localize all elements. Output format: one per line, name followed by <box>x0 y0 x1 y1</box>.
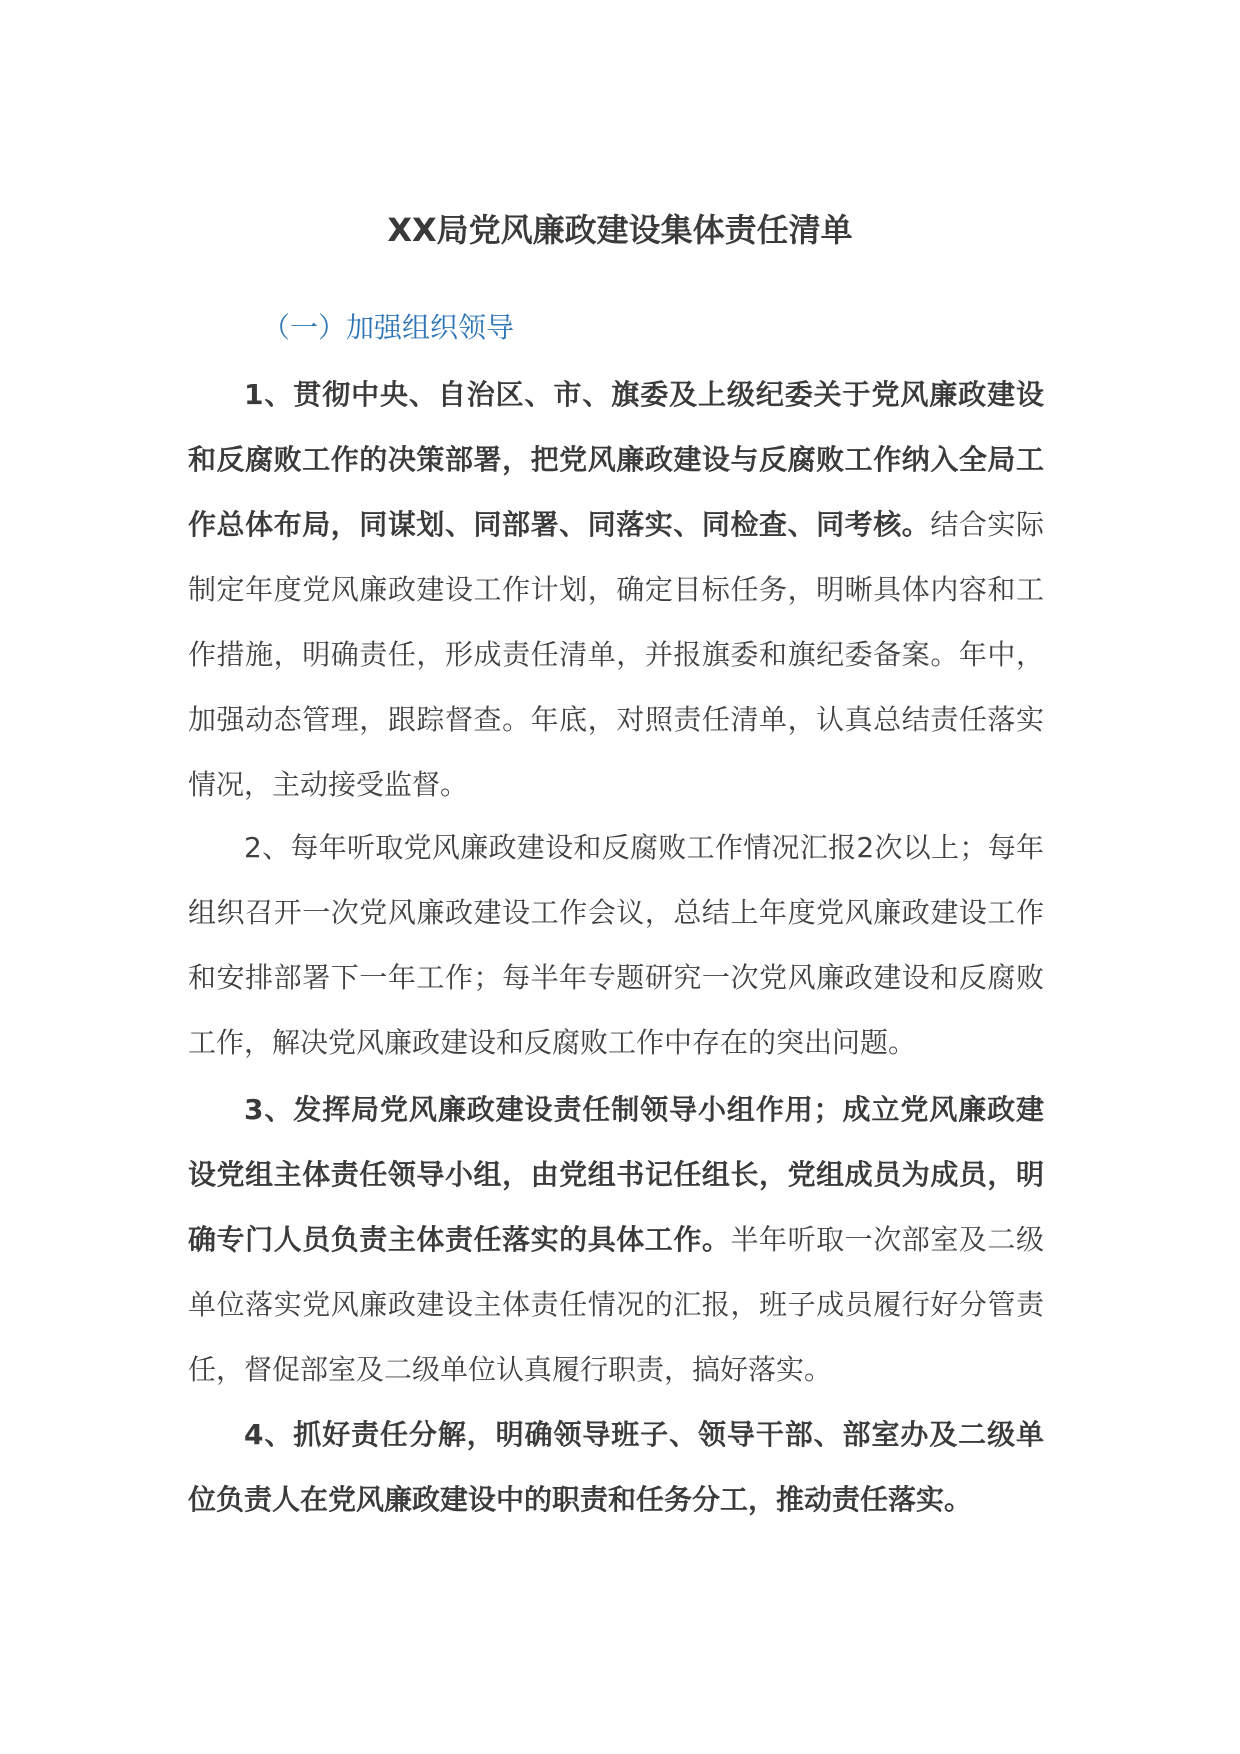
paragraph-3 <box>188 1077 1044 1402</box>
paragraph-3-bold: 3、发挥局党风廉政建设责任制领导小组作用；成立党风廉政建设党组主体责任领导小组，由党组书记任组长，党组成员为成员，明确专门人员负责主体责任落实的具体工作。 <box>188 1093 1044 1256</box>
paragraph-4 <box>188 1402 1044 1532</box>
document-title: XX局党风廉政建设集体责任清单 <box>387 211 853 249</box>
paragraph-3-normal: 半年听取一次部室及二级单位落实党风廉政建设主体责任情况的汇报，班子成员履行好分管责任，督促部室及二级单位认真履行职责，搞好落实。 <box>188 1223 1044 1386</box>
paragraph-1-normal: 结合实际制定年度党风廉政建设工作计划，确定目标任务，明晰具体内容和工作措施，明确责任，形成责任清单，并报旗委和旗纪委备案。年中，加强动态管理，跟踪督查。年底，对照责任清单，认真总结责任落实情况，主动接受监督。 <box>188 508 1044 801</box>
paragraph-1-bold: 1、贯彻中央、自治区、市、旗委及上级纪委关于党风廉政建设和反腐败工作的决策部署，把党风廉政建设与反腐败工作纳入全局工作总体布局，同谋划、同部署、同落实、同检查、同考核。 <box>188 378 1044 541</box>
section-heading: （一）加强组织领导 <box>262 311 515 344</box>
paragraph-4-bold: 4、抓好责任分解，明确领导班子、领导干部、部室办及二级单位负责人在党风廉政建设中的职责和任务分工，推动责任落实。 <box>188 1418 1044 1516</box>
paragraph-2 <box>188 815 1044 1075</box>
paragraph-1 <box>188 362 1044 817</box>
paragraph-2-normal: 2、每年听取党风廉政建设和反腐败工作情况汇报2次以上；每年组织召开一次党风廉政建设工作会议，总结上年度党风廉政建设工作和安排部署下一年工作；每半年专题研究一次党风廉政建设和反腐败工作，解决党风廉政建设和反腐败工作中存在的突出问题。 <box>188 831 1044 1059</box>
